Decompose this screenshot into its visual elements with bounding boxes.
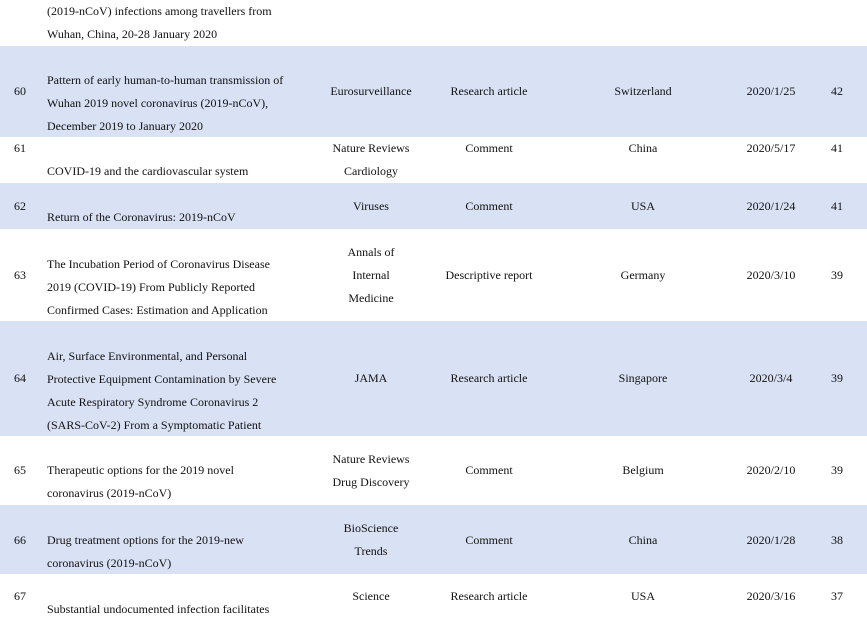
country: Singapore [618, 371, 668, 385]
article-title-line: December 2019 to January 2020 [47, 119, 203, 133]
row-number: 65 [14, 463, 26, 477]
article-type: Comment [465, 533, 513, 547]
article-title-line: Air, Surface Environmental, and Personal [47, 349, 248, 363]
journal-name-line: BioScience [343, 521, 399, 535]
journal-name [322, 367, 420, 390]
table-row [0, 229, 867, 321]
table-row [0, 183, 867, 229]
citation-count: 41 [831, 141, 843, 155]
article-title-line: 2019 (COVID-19) From Publicly Reported [47, 280, 255, 294]
citation-count: 39 [831, 268, 843, 282]
country: Switzerland [614, 84, 672, 98]
country: China [628, 533, 658, 547]
article-title [47, 345, 322, 437]
article-title-line: Drug treatment options for the 2019-new [47, 533, 244, 547]
country: USA [630, 589, 655, 603]
journal-name-line: Viruses [353, 199, 389, 213]
article-title-line: The Incubation Period of Coronavirus Disease [47, 257, 270, 271]
article-title [47, 160, 322, 183]
article-title-line: Acute Respiratory Syndrome Coronavirus 2 [47, 395, 259, 409]
country: USA [630, 199, 655, 213]
publication-date: 2020/5/17 [746, 141, 796, 155]
publication-date: 2020/1/24 [746, 199, 796, 213]
article-title-line: Wuhan, China, 20-28 January 2020 [47, 27, 218, 41]
journal-name-line: Nature Reviews [332, 141, 410, 155]
journal-name-line: Medicine [348, 291, 394, 305]
citation-count: 41 [831, 199, 843, 213]
publication-date: 2020/1/25 [746, 84, 796, 98]
article-title-line: coronavirus (2019-nCoV) [47, 556, 172, 570]
row-number: 67 [14, 589, 26, 603]
publication-date: 2020/1/28 [746, 533, 796, 547]
journal-name-line: Cardiology [344, 164, 398, 178]
row-number: 66 [14, 533, 26, 547]
article-title-line: (2019-nCoV) infections among travellers from [47, 4, 272, 18]
row-number: 63 [14, 268, 26, 282]
row-number: 60 [14, 84, 26, 98]
journal-name-line: JAMA [354, 371, 388, 385]
article-title-line: Pattern of early human-to-human transmission of [47, 73, 284, 87]
article-title [47, 253, 322, 322]
journal-name [322, 448, 420, 494]
article-title-line: COVID-19 and the cardiovascular system [47, 164, 249, 178]
article-title-line: coronavirus (2019-nCoV) [47, 486, 172, 500]
article-title [47, 69, 322, 138]
article-title-line: Protective Equipment Contamination by Severe [47, 372, 277, 386]
journal-name [322, 80, 420, 103]
journal-name [322, 241, 420, 310]
table-row [0, 574, 867, 623]
article-title-line: (SARS-CoV-2) From a Symptomatic Patient [47, 418, 262, 432]
table-row [0, 505, 867, 574]
article-title-line: Substantial undocumented infection facilitates [47, 602, 270, 616]
citation-count: 42 [831, 84, 843, 98]
journal-name-line: Internal [352, 268, 390, 282]
journal-name [322, 195, 420, 218]
article-type: Comment [465, 463, 513, 477]
article-type: Comment [465, 199, 513, 213]
table-row [0, 321, 867, 436]
article-title-line: Wuhan 2019 novel coronavirus (2019-nCoV), [47, 96, 269, 110]
article-type: Research article [450, 371, 528, 385]
publication-date: 2020/3/16 [746, 589, 796, 603]
citation-count: 37 [831, 589, 843, 603]
journal-name-line: Drug Discovery [332, 475, 410, 489]
table-row [0, 0, 867, 46]
table-row [0, 436, 867, 505]
article-type: Research article [450, 84, 528, 98]
citation-count: 39 [831, 463, 843, 477]
journal-name-line: Science [352, 589, 390, 603]
journal-name [322, 517, 420, 563]
article-title-line: Confirmed Cases: Estimation and Application [47, 303, 268, 317]
table-row [0, 46, 867, 137]
table-row [0, 137, 867, 183]
article-title [47, 529, 322, 575]
article-type: Research article [450, 589, 528, 603]
journal-name [322, 585, 420, 608]
article-type: Comment [465, 141, 513, 155]
article-title [47, 598, 322, 621]
country: Belgium [622, 463, 664, 477]
journal-name-line: Nature Reviews [332, 452, 410, 466]
row-number: 62 [14, 199, 26, 213]
journal-name [322, 137, 420, 183]
article-type: Descriptive report [445, 268, 533, 282]
country: China [628, 141, 658, 155]
country: Germany [620, 268, 666, 282]
row-number: 61 [14, 141, 26, 155]
article-title [47, 459, 322, 505]
journal-name-line: Trends [354, 544, 388, 558]
citation-count: 38 [831, 533, 843, 547]
publication-date: 2020/3/10 [746, 268, 796, 282]
publication-date: 2020/3/4 [749, 371, 793, 385]
journal-name-line: Eurosurveillance [330, 84, 412, 98]
article-title [47, 0, 322, 46]
publication-date: 2020/2/10 [746, 463, 796, 477]
journal-name-line: Annals of [347, 245, 395, 259]
article-title [47, 206, 322, 229]
row-number: 64 [14, 371, 26, 385]
article-title-line: Return of the Coronavirus: 2019-nCoV [47, 210, 236, 224]
article-title-line: Therapeutic options for the 2019 novel [47, 463, 234, 477]
citation-count: 39 [831, 371, 843, 385]
